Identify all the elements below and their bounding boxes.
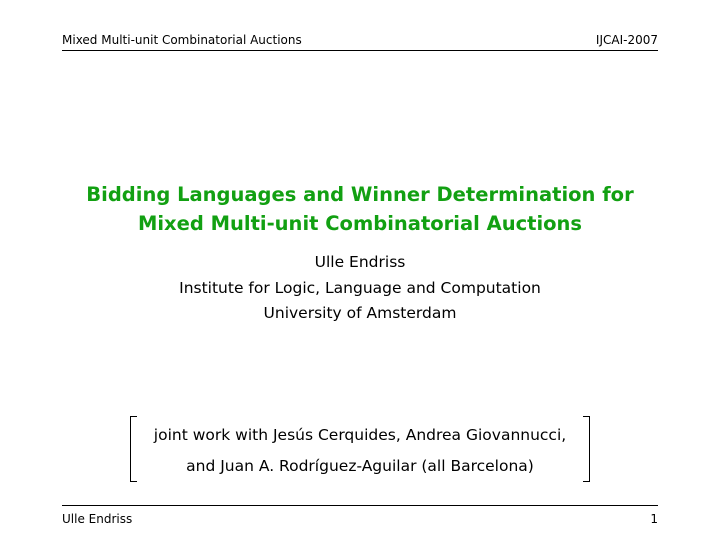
footer-rule bbox=[62, 505, 658, 506]
footer-author: Ulle Endriss bbox=[62, 512, 133, 526]
slide-title bbox=[0, 180, 720, 238]
page-number: 1 bbox=[650, 512, 658, 526]
header-rule bbox=[62, 50, 658, 51]
author-block bbox=[0, 250, 720, 327]
title-line-1: Bidding Languages and Winner Determination for bbox=[86, 183, 634, 206]
title-line-2: Mixed Multi-unit Combinatorial Auctions bbox=[137, 212, 583, 235]
author-institute: Institute for Logic, Language and Computation bbox=[179, 278, 541, 297]
slide-header bbox=[62, 32, 658, 48]
joint-work-box bbox=[130, 416, 590, 482]
header-right-text: IJCAI-2007 bbox=[595, 33, 658, 47]
slide-footer bbox=[62, 511, 658, 527]
joint-work-line-1: joint work with Jesús Cerquides, Andrea Giovannucci, bbox=[153, 426, 567, 444]
joint-work-line-2: and Juan A. Rodríguez-Aguilar (all Barcelona) bbox=[186, 457, 534, 475]
author-university: University of Amsterdam bbox=[263, 304, 457, 322]
author-name: Ulle Endriss bbox=[314, 253, 406, 271]
header-left-text: Mixed Multi-unit Combinatorial Auctions bbox=[62, 33, 302, 47]
